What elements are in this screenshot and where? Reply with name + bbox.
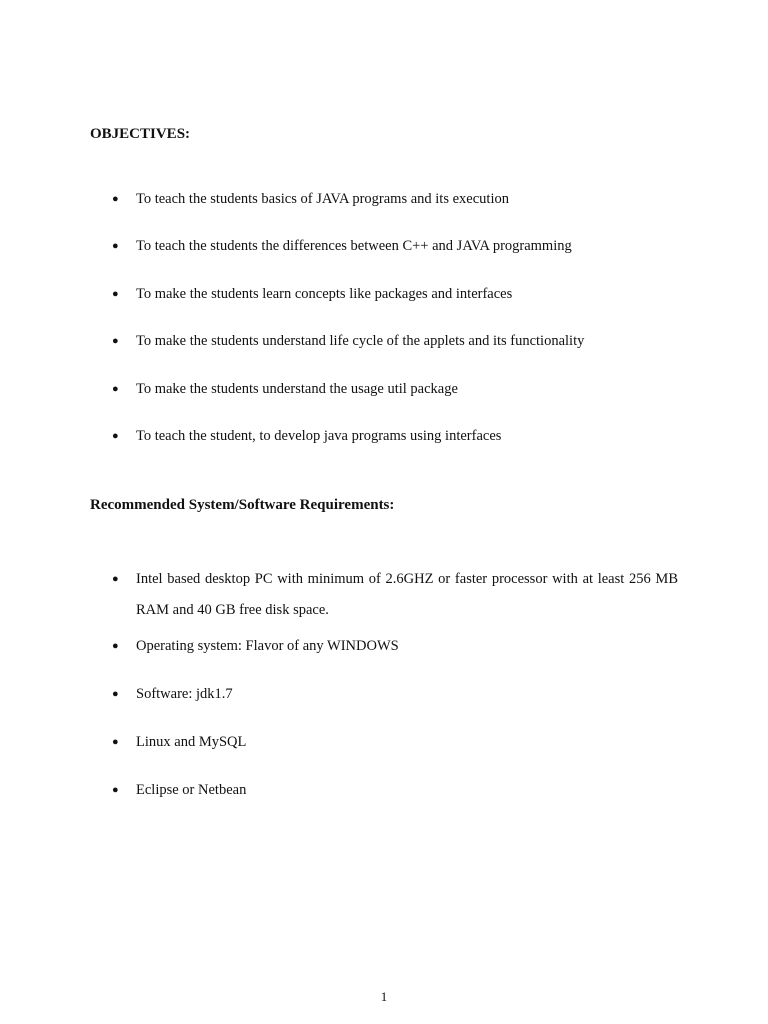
bullet-icon: ● [112,193,119,205]
objective-text: To teach the student, to develop java programs using interfaces [136,428,502,444]
requirement-item [112,631,678,662]
objectives-heading: OBJECTIVES: [90,126,191,142]
requirement-item [112,775,678,806]
objective-text: To make the students learn concepts like packages and interfaces [136,286,513,302]
objective-text: To teach the students the differences between C++ and JAVA programming [136,238,572,254]
page-number: 1 [380,989,388,1004]
objective-text: To make the students understand life cycle of the applets and its functionality [136,333,585,349]
objective-item [112,231,678,262]
requirement-text: Operating system: Flavor of any WINDOWS [136,638,399,654]
bullet-icon: ● [112,688,119,700]
bullet-icon: ● [112,240,119,252]
bullet-icon: ● [112,430,119,442]
bullet-icon: ● [112,784,119,796]
requirements-heading: Recommended System/Software Requirements: [90,497,395,513]
bullet-icon: ● [112,736,119,748]
objective-item [112,374,678,405]
objective-item [112,326,678,357]
bullet-icon: ● [112,335,119,347]
objective-item [112,421,678,452]
bullet-icon: ● [112,383,119,395]
bullet-icon: ● [112,288,119,300]
objective-text: To teach the students basics of JAVA programs and its execution [136,191,509,207]
bullet-icon: ● [112,640,119,652]
requirement-text: Eclipse or Netbean [136,782,247,798]
objective-item [112,279,678,310]
requirement-item [112,564,678,626]
requirement-text: Intel based desktop PC with minimum of 2.6GHZ or faster processor with at least 256 MB RAM and 40 GB free disk space. [136,571,678,618]
bullet-icon: ● [112,573,119,585]
requirement-text: Linux and MySQL [136,734,247,750]
requirement-text: Software: jdk1.7 [136,686,233,702]
requirement-item [112,727,678,758]
objective-item [112,184,678,215]
requirement-item [112,679,678,710]
objective-text: To make the students understand the usage util package [136,381,458,397]
